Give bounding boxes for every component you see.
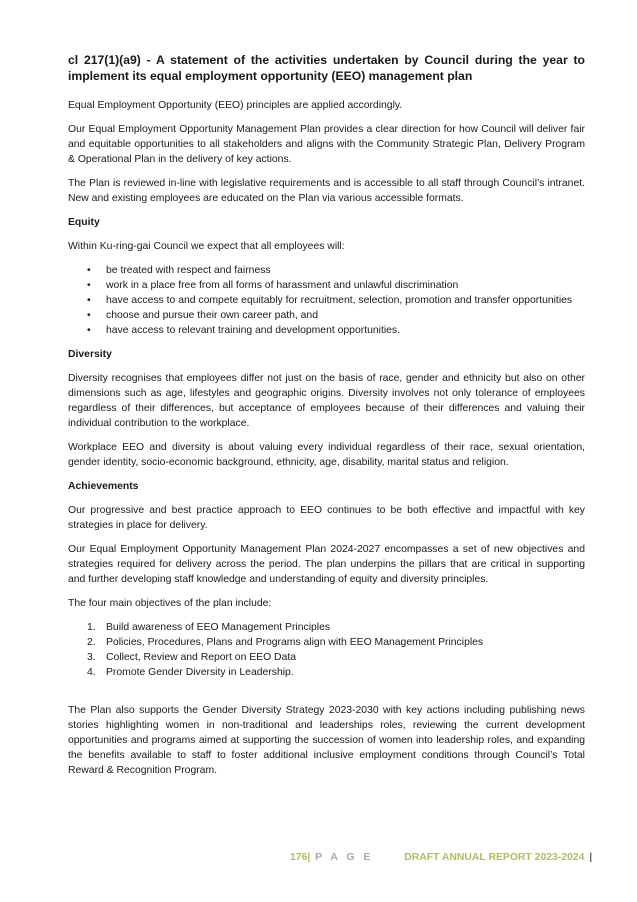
page-label: P A G E xyxy=(315,852,374,863)
intro-paragraph-1: Equal Employment Opportunity (EEO) principles are applied accordingly. xyxy=(68,100,403,111)
achievements-paragraph-2: Our Equal Employment Opportunity Management Plan 2024-2027 encompasses a set of new objectives and strategies required for delivery across the period. The plan underpins the pillars that are critical in supporting and further developing staff knowledge and understanding of equity and diversity principles. xyxy=(68,544,585,585)
achievements-paragraph-1: Our progressive and best practice approach to EEO continues to be both effective and impactful with key strategies in place for delivery. xyxy=(68,505,585,531)
list-item xyxy=(68,263,585,278)
list-item xyxy=(68,323,585,338)
objectives-numbered-list xyxy=(68,620,585,680)
list-item-text: Promote Gender Diversity in Leadership. xyxy=(106,667,294,678)
list-number: 4. xyxy=(87,667,96,678)
list-item xyxy=(68,308,585,323)
list-item xyxy=(68,278,585,293)
equity-lead: Within Ku-ring-gai Council we expect that all employees will: xyxy=(68,241,345,252)
achievements-heading: Achievements xyxy=(68,481,139,492)
intro-paragraph-2: Our Equal Employment Opportunity Management Plan provides a clear direction for how Council will deliver fair and equitable opportunities to all stakeholders and aligns with the Community Strategic Plan, Delivery Program & Operational Plan in the delivery of key actions. xyxy=(68,124,585,165)
equity-bullet-list xyxy=(68,263,585,338)
closing-paragraph: The Plan also supports the Gender Diversity Strategy 2023-2030 with key actions including publishing news stories highlighting women in non-traditional and leaderships roles, reviewing the current development opportunities and programs aimed at supporting the succession of women into leadership roles, and expanding the benefits available to staff to foster additional inclusive employment conditions through Council’s Total Reward & Recognition Program. xyxy=(68,705,585,776)
footer-end-bar: | xyxy=(589,852,593,863)
diversity-heading: Diversity xyxy=(68,349,112,360)
list-item-text: Policies, Procedures, Plans and Programs align with EEO Management Principles xyxy=(106,637,484,648)
list-item xyxy=(68,635,585,650)
list-item-text: Collect, Review and Report on EEO Data xyxy=(106,652,297,663)
list-number: 3. xyxy=(87,652,96,663)
equity-heading: Equity xyxy=(68,217,100,228)
list-item xyxy=(68,620,585,635)
list-item-text: work in a place free from all forms of harassment and unlawful discrimination xyxy=(106,280,459,291)
diversity-paragraph-2: Workplace EEO and diversity is about valuing every individual regardless of their race, sexual orientation, gender identity, socio-economic background, ethnicity, age, disability, marital status and religion. xyxy=(68,442,585,468)
report-title: DRAFT ANNUAL REPORT 2023-2024 xyxy=(404,852,585,863)
diversity-paragraph-1: Diversity recognises that employees differ not just on the basis of race, gender and ethnicity but also on other dimensions such as age, lifestyles and geographic origins. Diversity involves not only tolerance of employees regardless of their differences, but acceptance of employees because of their differences and valuing their individual contribution to the workplace. xyxy=(68,373,585,429)
document-page xyxy=(68,52,585,787)
footer-separator: | xyxy=(307,852,311,863)
list-item xyxy=(68,665,585,680)
spacer xyxy=(68,689,585,703)
list-item-text: Build awareness of EEO Management Principles xyxy=(106,622,331,633)
list-number: 1. xyxy=(87,622,96,633)
section-heading: cl 217(1)(a9) - A statement of the activities undertaken by Council during the year to implement its equal employment opportunity (EEO) management plan xyxy=(68,53,585,83)
bullet-icon: • xyxy=(87,280,91,291)
list-item-text: have access to relevant training and development opportunities. xyxy=(106,325,401,336)
bullet-icon: • xyxy=(87,265,91,276)
page-footer xyxy=(290,851,592,865)
page-number: 176 xyxy=(290,852,308,863)
bullet-icon: • xyxy=(87,295,91,306)
bullet-icon: • xyxy=(87,310,91,321)
list-item-text: have access to and compete equitably for recruitment, selection, promotion and transfer opportunities xyxy=(106,295,573,306)
list-number: 2. xyxy=(87,637,96,648)
bullet-icon: • xyxy=(87,325,91,336)
intro-paragraph-3: The Plan is reviewed in-line with legislative requirements and is accessible to all staff through Council’s intranet. New and existing employees are educated on the Plan via various accessible formats. xyxy=(68,178,585,204)
achievements-paragraph-3: The four main objectives of the plan include: xyxy=(68,598,272,609)
list-item xyxy=(68,293,585,308)
list-item-text: choose and pursue their own career path, and xyxy=(106,310,318,321)
list-item xyxy=(68,650,585,665)
list-item-text: be treated with respect and fairness xyxy=(106,265,271,276)
